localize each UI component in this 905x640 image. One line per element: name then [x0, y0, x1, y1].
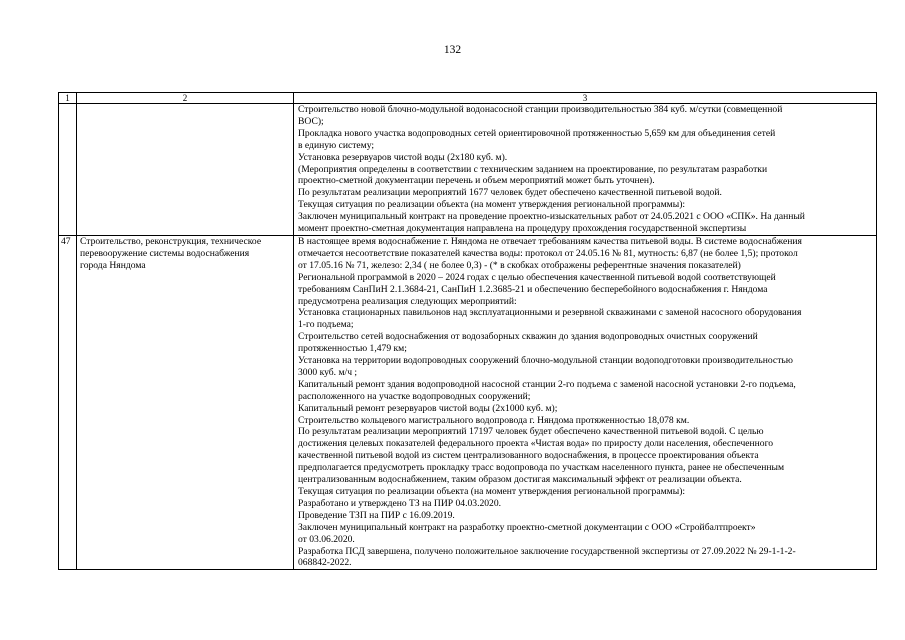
text-line: Установка на территории водопроводных сооружений блочно-модульной станции водоподготовки производительностью [298, 355, 793, 367]
text-line: Разработка ПСД завершена, получено положительное заключение государственной экспертизы от 27.09.2022 № 29-1-1-2- [298, 545, 796, 557]
text-line: в единую систему; [298, 139, 375, 151]
text-line: перевооружение системы водоснабжения [80, 247, 250, 259]
row-description [294, 235, 877, 569]
text-line: По результатам реализации мероприятий 17197 человек будет обеспечено качественной питьевой водой. С целью [298, 426, 764, 438]
text-line: Строительство, реконструкция, техническое [80, 235, 262, 247]
text-line: Прокладка нового участка водопроводных сетей ориентировочной протяженностью 5,659 км для объединения сетей [298, 127, 776, 139]
text-line: Заключен муниципальный контракт на проведение проектно-изыскательных работ от 24.05.2021 с ООО «СПК». На данный [298, 211, 805, 223]
text-line: В настоящее время водоснабжение г. Няндома не отвечает требованиям качества питьевой воды. В системе водоснабжения [298, 235, 802, 247]
text-line: расположенного на участке водопроводных сооружений; [298, 390, 531, 402]
text-line: от 03.06.2020. [298, 533, 355, 545]
text-line: проектно-сметной документации перечень и объем мероприятий может быть уточнен). [298, 175, 655, 187]
text-line: Разработано и утверждено ТЗ на ПИР 04.03.2020. [298, 497, 502, 509]
table-header-row [59, 93, 877, 104]
program-table [58, 92, 877, 570]
text-line: централизованным водоснабжением, таким образом достигая максимальный эффект от реализации объекта. [298, 474, 742, 486]
text-line: Капитальный ремонт резервуаров чистой воды (2x1000 куб. м); [298, 402, 558, 414]
text-line: качественной питьевой водой из систем централизованного водоснабжения, в процессе проектирования объекта [298, 450, 759, 462]
text-line: 1-го подъема; [298, 319, 354, 331]
text-line: города Няндома [80, 259, 146, 271]
row-description [294, 104, 877, 236]
text-line: Текущая ситуация по реализации объекта (на момент утверждения региональной программы): [298, 486, 686, 497]
text-line: Проведение ТЗП на ПИР с 16.09.2019. [298, 509, 455, 521]
header-col-1: 1 [59, 93, 77, 104]
text-line: предполагается предусмотреть прокладку трасс водопровода по участкам населенного пункта, ранее не обеспеченным [298, 462, 785, 474]
row-number [59, 104, 77, 236]
table-row-continued [59, 104, 877, 236]
text-line: Капитальный ремонт здания водопроводной насосной станции 2-го подъема с заменой насосной установки 2-го подъема, [298, 378, 796, 390]
row-number: 47 [59, 235, 77, 569]
page-number: 132 [443, 44, 462, 56]
text-line: Региональной программой в 2020 – 2024 годах с целью обеспечения качественной питьевой водой соответствующей [298, 271, 776, 283]
text-line: предусмотрена реализация следующих мероприятий: [298, 295, 517, 307]
text-line: 3000 куб. м/ч ; [298, 366, 358, 378]
text-line: Установка стационарных павильонов над эксплуатационными и резервной скважинами с заменой насосного оборудования [298, 307, 802, 319]
text-line: (Мероприятия определены в соответствии с техническим заданием на проектирование, по результатам разработки [298, 163, 768, 175]
table-row-47 [59, 235, 877, 569]
text-line: от 17.05.16 № 71, железо: 2,34 ( не более 0,3) - (* в скобках отображены референтные значения показателей) [298, 259, 741, 271]
text-line: Заключен муниципальный контракт на разработку проектно-сметной документации с ООО «Стройбалтпроект» [298, 521, 756, 533]
header-col-2: 2 [77, 93, 294, 104]
text-line: протяженностью 1,479 км; [298, 343, 407, 355]
text-line: отмечается несоответствие показателей качества воды: протокол от 24.05.16 № 81, мутность: 6,87 (не более 1,5); протокол [298, 247, 798, 259]
text-line: достижения целевых показателей федерального проекта «Чистая вода» по приросту доли населения, обеспеченного [298, 438, 774, 450]
text-line: Строительство новой блочно-модульной водонасосной станции производительностью 384 куб. м/сутки (совмещенной [298, 104, 783, 115]
text-line: момент проектно-сметная документация направлена на процедуру прохождения государственной экспертизы [298, 223, 747, 235]
text-line: Текущая ситуация по реализации объекта (на момент утверждения региональной программы): [298, 199, 686, 211]
text-line: Строительство сетей водоснабжения от водозаборных скважин до здания водопроводных очистных сооружений [298, 331, 758, 343]
text-line: Установка резервуаров чистой воды (2x180 куб. м). [298, 151, 508, 163]
text-line: По результатам реализации мероприятий 1677 человек будет обеспечено качественной питьевой водой. [298, 187, 722, 199]
text-line: требованиям СанПиН 2.1.3684-21, СанПиН 1.2.3685-21 и обеспечению бесперебойного водоснабжения г. Няндома [298, 283, 768, 295]
header-col-3: 3 [294, 93, 877, 104]
text-line: 068842-2022. [298, 557, 352, 569]
text-line: ВОС); [298, 115, 324, 127]
row-title [77, 235, 294, 569]
text-line: Строительство кольцевого магистрального водопровода г. Няндома протяженностью 18,078 км. [298, 414, 690, 426]
row-title [77, 104, 294, 236]
